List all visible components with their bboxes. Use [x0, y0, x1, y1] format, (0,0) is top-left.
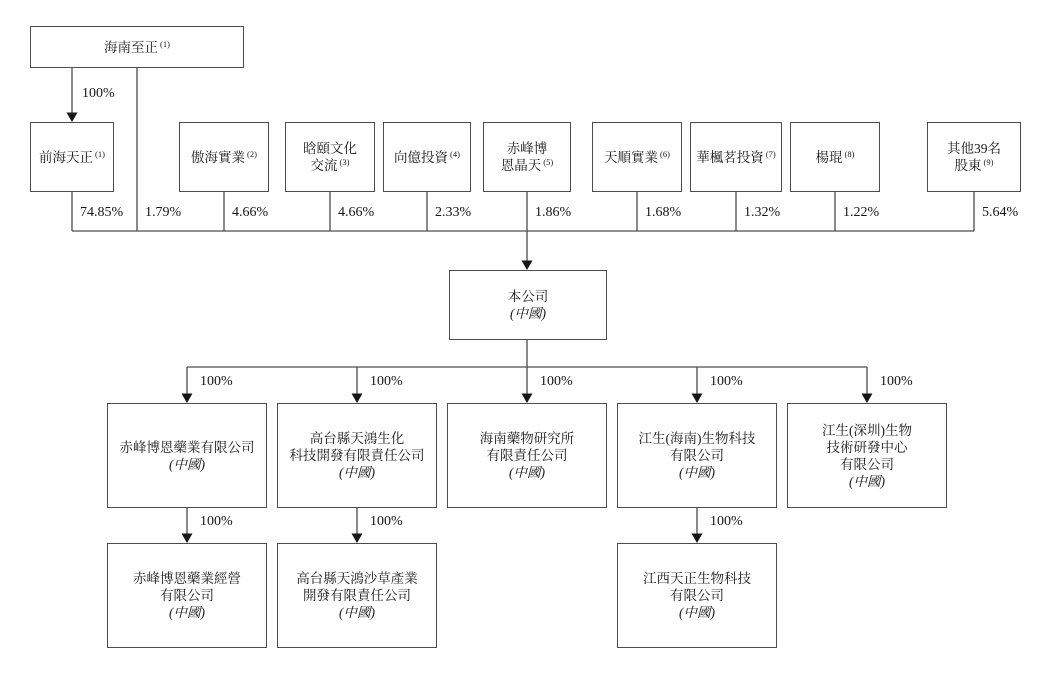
node-chifeng-boen-pharma-operation	[107, 543, 267, 648]
ownership-percentage-label: 100%	[200, 374, 233, 389]
ownership-percentage-label: 2.33%	[435, 205, 472, 220]
node-qianhai-tianzheng	[30, 122, 114, 192]
shareholder-drop-lines	[72, 192, 974, 231]
node-label: 江生(海南)生物科技 有限公司	[638, 431, 756, 463]
node-gaotai-tianhong-biochem	[277, 403, 437, 508]
edge-root-to-qianhai	[67, 68, 78, 122]
node-label: 楊琨 $^{(8)}$	[815, 148, 855, 165]
edge-company-to-subsidiary-bus	[187, 340, 867, 367]
ownership-percentage-label: 1.86%	[535, 205, 572, 220]
ownership-percentage-label: 1.79%	[145, 205, 182, 220]
node-label: 赤峰博 恩晶天 $^{(5)}$	[500, 141, 554, 173]
edge-bus-to-company	[522, 231, 533, 270]
node-label: 傲海實業 $^{(2)}$	[191, 148, 257, 165]
node-label: 高台縣天鴻生化 科技開發有限責任公司	[289, 431, 425, 463]
node-label: 前海天正 $^{(1)}$	[39, 148, 105, 165]
node-label: 其他39名 股東 $^{(9)}$	[947, 141, 1001, 173]
node-yang-kun	[790, 122, 880, 192]
node-label: 海南藥物研究所 有限責任公司	[479, 431, 575, 463]
node-hanyi-culture-exchange	[285, 122, 375, 192]
ownership-percentage-label: 100%	[82, 86, 115, 101]
node-jiangsheng-shenzhen-rd-center	[787, 403, 947, 508]
node-region-label: (中國)	[510, 306, 546, 321]
ownership-percentage-label: 100%	[540, 374, 573, 389]
ownership-percentage-label: 1.22%	[843, 205, 880, 220]
node-jiangsheng-hainan-biotech	[617, 403, 777, 508]
node-label: 海南至正 $^{(1)}$	[104, 38, 170, 55]
node-region-label: (中國)	[849, 473, 885, 489]
node-label: 本公司	[507, 289, 549, 304]
ownership-percentage-label: 100%	[710, 374, 743, 389]
node-other-39-shareholders	[927, 122, 1021, 192]
node-chifeng-boen-jingtian	[483, 122, 571, 192]
ownership-percentage-label: 100%	[370, 514, 403, 529]
node-the-company	[449, 270, 607, 340]
node-region-label: (中國)	[169, 456, 205, 472]
node-huafengming-investment	[690, 122, 782, 192]
node-region-label: (中國)	[169, 605, 205, 620]
subsidiary-drop-arrows	[182, 367, 873, 403]
node-label: 華楓茗投資 $^{(7)}$	[696, 148, 776, 165]
ownership-percentage-label: 4.66%	[232, 205, 269, 220]
node-label: 赤峰博恩藥業有限公司	[119, 439, 255, 455]
ownership-percentage-label: 100%	[880, 374, 913, 389]
node-jiangxi-tianzheng-biotech	[617, 543, 777, 648]
ownership-percentage-label: 4.66%	[338, 205, 375, 220]
node-label: 晗頤文化 交流 $^{(3)}$	[303, 141, 357, 173]
ownership-percentage-label: 74.85%	[80, 205, 124, 220]
node-chifeng-boen-pharma	[107, 403, 267, 508]
node-gaotai-tianhong-shacao	[277, 543, 437, 648]
node-label: 天順實業 $^{(6)}$	[604, 148, 670, 165]
node-xiangyi-investment	[383, 122, 471, 192]
ownership-percentage-label: 5.64%	[982, 205, 1019, 220]
node-label: 向億投資 $^{(4)}$	[394, 148, 460, 165]
ownership-percentage-label: 1.68%	[645, 205, 682, 220]
node-region-label: (中國)	[679, 605, 715, 620]
node-hainan-zhizheng	[30, 26, 244, 68]
node-hainan-pharma-institute	[447, 403, 607, 508]
node-region-label: (中國)	[339, 465, 375, 480]
node-region-label: (中國)	[679, 465, 715, 480]
node-region-label: (中國)	[509, 465, 545, 480]
node-label: 赤峰博恩藥業經營 有限公司	[133, 571, 241, 603]
node-label: 高台縣天鴻沙草產業 開發有限責任公司	[296, 571, 418, 603]
ownership-percentage-label: 1.32%	[744, 205, 781, 220]
ownership-percentage-label: 100%	[710, 514, 743, 529]
ownership-percentage-label: 100%	[370, 374, 403, 389]
ownership-percentage-label: 100%	[200, 514, 233, 529]
node-label: 江生(深圳)生物 技術研發中心 有限公司	[822, 422, 912, 472]
sub-subsidiary-drop-arrows	[182, 508, 703, 543]
node-aohai-industrial	[179, 122, 269, 192]
node-label: 江西天正生物科技 有限公司	[643, 571, 751, 603]
node-tianshun-industrial	[592, 122, 682, 192]
node-region-label: (中國)	[339, 605, 375, 620]
